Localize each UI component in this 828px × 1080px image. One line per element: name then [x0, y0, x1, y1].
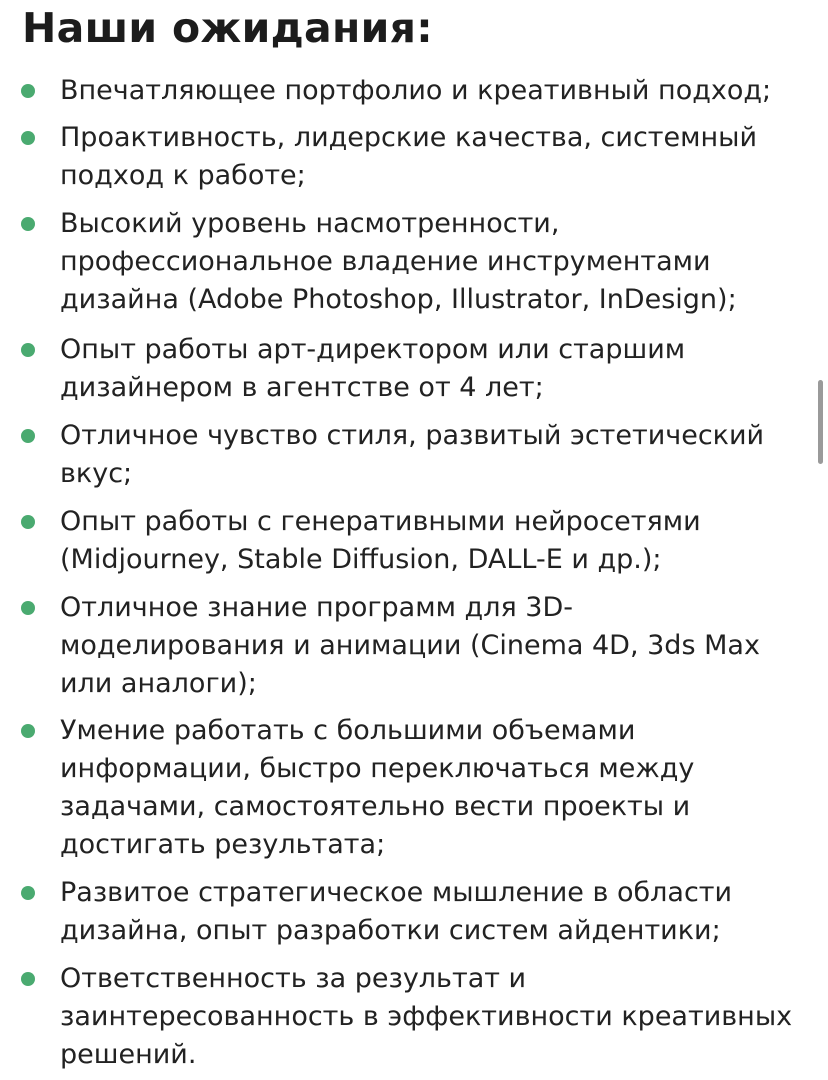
text-line: (Midjourney, Stable Diffusion, DALL-E и др.); [60, 544, 662, 575]
text-line: или аналоги); [60, 668, 257, 699]
list-item-text [60, 331, 810, 407]
text-line: Отличное знание программ для 3D- [60, 592, 574, 623]
bullet-dot-icon [21, 515, 35, 529]
text-line: Ответственность за результат и [60, 963, 527, 994]
text-line: Проактивность, лидерские качества, системный [60, 122, 758, 153]
text-line: заинтересованность в эффективности креативных [60, 1001, 793, 1032]
text-line: задачами, самостоятельно вести проекты и [60, 791, 691, 822]
text-line: подход к работе; [60, 160, 306, 191]
bullet-dot-icon [21, 886, 35, 900]
section-heading: Наши ожидания: [22, 4, 433, 52]
text-line: достигать результата; [60, 829, 386, 860]
text-line: Опыт работы с генеративными нейросетями [60, 506, 701, 537]
text-line: дизайна (Adobe Photoshop, Illustrator, InDesign); [60, 284, 737, 315]
text-line: дизайна, опыт разработки систем айдентики; [60, 915, 721, 946]
text-line: вкус; [60, 458, 133, 489]
list-item-text [60, 712, 810, 864]
text-line: профессиональное владение инструментами [60, 246, 711, 277]
bullet-dot-icon [21, 84, 35, 98]
text-line: моделирования и анимации (Cinema 4D, 3ds Max [60, 630, 760, 661]
text-line: информации, быстро переключаться между [60, 753, 695, 784]
bullet-dot-icon [21, 429, 35, 443]
list-item-text [60, 960, 810, 1074]
vertical-scrollbar[interactable] [818, 380, 823, 464]
list-item-text [60, 72, 810, 110]
bullet-dot-icon [21, 972, 35, 986]
text-line: Умение работать с большими объемами [60, 715, 636, 746]
text-line: Отличное чувство стиля, развитый эстетический [60, 420, 765, 451]
list-item-text [60, 417, 810, 493]
text-line: Высокий уровень насмотренности, [60, 208, 560, 239]
list-item-text [60, 874, 810, 950]
bullet-dot-icon [21, 131, 35, 145]
list-item-text [60, 589, 810, 703]
text-line: Впечатляющее портфолио и креативный подход; [60, 75, 772, 106]
bullet-dot-icon [21, 724, 35, 738]
bullet-dot-icon [21, 217, 35, 231]
bullet-dot-icon [21, 601, 35, 615]
text-line: решений. [60, 1039, 197, 1070]
list-item-text [60, 205, 810, 319]
list-item-text [60, 119, 810, 195]
bullet-dot-icon [21, 343, 35, 357]
text-line: Опыт работы арт-директором или старшим [60, 334, 686, 365]
text-line: Развитое стратегическое мышление в области [60, 877, 733, 908]
text-line: дизайнером в агентстве от 4 лет; [60, 372, 544, 403]
list-item-text [60, 503, 810, 579]
